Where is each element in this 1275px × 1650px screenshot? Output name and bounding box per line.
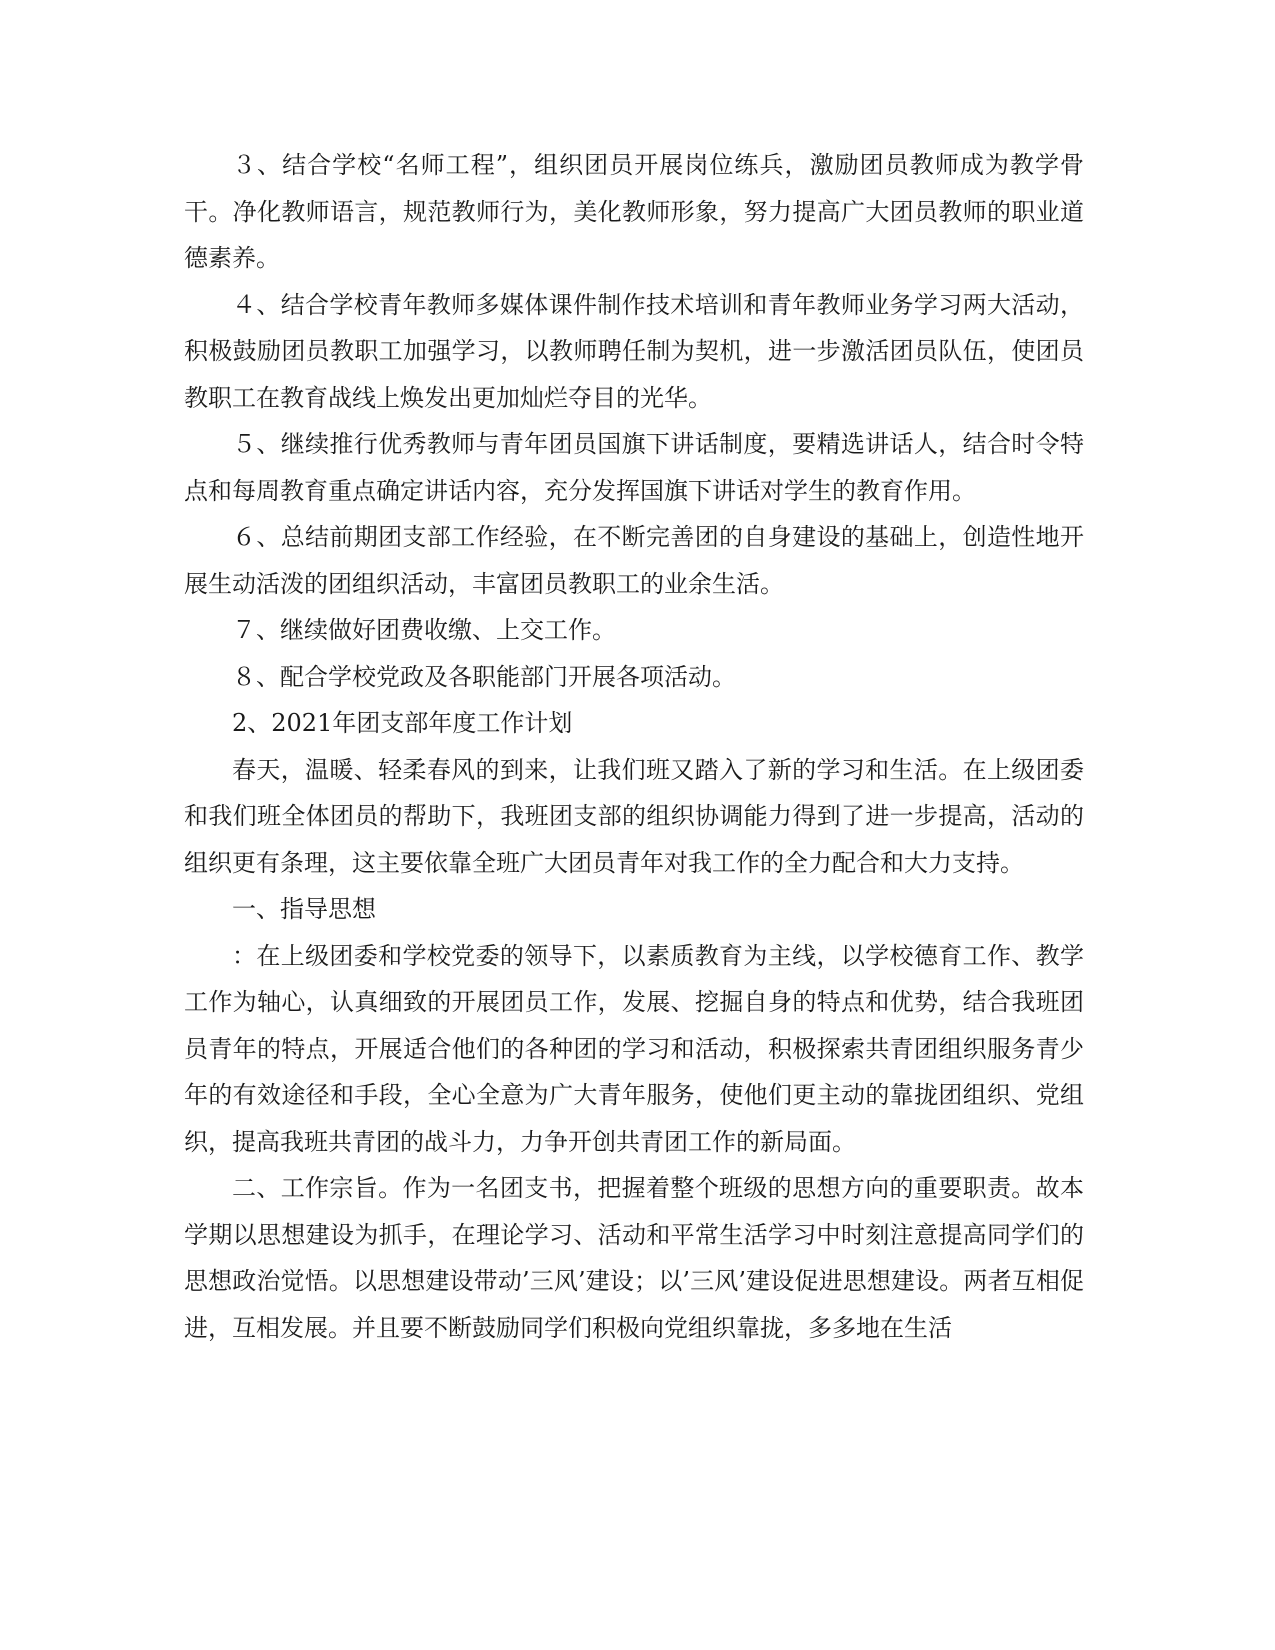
section-heading-guiding-thought: 一、指导思想 [232,895,376,923]
paragraph-item-8: ８、配合学校党政及各职能部门开展各项活动。 [232,662,736,691]
paragraph-item-3: ３、结合学校“名师工程”，组织团员开展岗位练兵，激励团员教师成为教学骨干。净化教师语言，规范教师行为，美化教师形象，努力提高广大团员教师的职业道德素养。 [184,151,1084,272]
paragraph-item-4: ４、结合学校青年教师多媒体课件制作技术培训和青年教师业务学习两大活动，积极鼓励团员教职工加强学习，以教师聘任制为契机，进一步激活团员队伍，使团员教职工在教育战线上焕发出更加灿烂夺目的光华。 [184,290,1084,412]
paragraph-intro: 春天，温暖、轻柔春风的到来，让我们班又踏入了新的学习和生活。在上级团委和我们班全体团员的帮助下，我班团支部的组织协调能力得到了进一步提高，活动的组织更有条理，这主要依靠全班广大团员青年对我工作的全力配合和大力支持。 [184,755,1084,877]
section-heading-plan: 2、2021年团支部年度工作计划 [232,709,573,737]
paragraph-guiding-thought: ：在上级团委和学校党委的领导下，以素质教育为主线，以学校德育工作、教学工作为轴心，认真细致的开展团员工作，发展、挖掘自身的特点和优势，结合我班团员青年的特点，开展适合他们的各种团的学习和活动，积极探索共青团组织服务青少年的有效途径和手段，全心全意为广大青年服务，使他们更主动的靠拢团组织、党组织，提高我班共青团的战斗力，力争开创共青团工作的新局面。 [184,941,1084,1156]
document-body [184,142,1084,1351]
paragraph-item-6: ６、总结前期团支部工作经验，在不断完善团的自身建设的基础上，创造性地开展生动活泼的团组织活动，丰富团员教职工的业余生活。 [184,523,1084,598]
paragraph-item-5: ５、继续推行优秀教师与青年团员国旗下讲话制度，要精选讲话人，结合时令特点和每周教育重点确定讲话内容，充分发挥国旗下讲话对学生的教育作用。 [184,430,1084,505]
paragraph-work-purpose: 二、工作宗旨。作为一名团支书，把握着整个班级的思想方向的重要职责。故本学期以思想建设为抓手，在理论学习、活动和平常生活学习中时刻注意提高同学们的思想政治觉悟。以思想建设带动’三风’建设；以’三风’建设促进思想建设。两者互相促进，互相发展。并且要不断鼓励同学们积极向党组织靠拢，多多地在生活 [184,1174,1084,1342]
paragraph-item-7: ７、继续做好团费收缴、上交工作。 [232,616,616,644]
